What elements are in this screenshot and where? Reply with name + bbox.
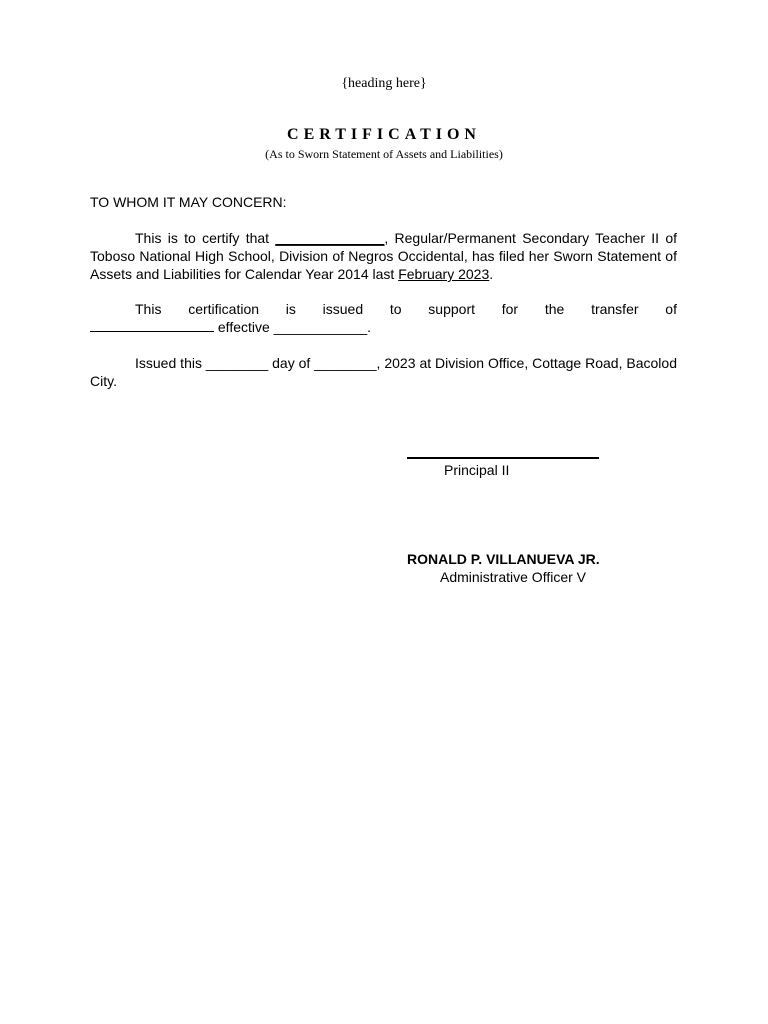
document-subtitle: (As to Sworn Statement of Assets and Liabilities) (265, 147, 503, 161)
paragraph-certify (90, 229, 677, 283)
heading-placeholder: {heading here} (341, 76, 427, 91)
purpose-line-2 (90, 318, 677, 336)
purpose-word: the (544, 301, 565, 317)
purpose-word: certification (188, 301, 260, 317)
purpose-end: . (367, 319, 371, 335)
purpose-word: is (285, 301, 296, 317)
paragraph-issued: Issued this ________ day of ________, 2023 at Division Office, Cottage Road, Bacolod City. (90, 355, 677, 389)
signatory-principal-title: Principal II (444, 462, 510, 478)
purpose-word: to (389, 301, 402, 317)
purpose-word: of (665, 301, 677, 317)
certify-body: , Regular/Permanent Secondary Teacher II of Toboso National High School, Division of Negros Occidental, has filed her Sworn Statement of Assets and Liabilities for Calendar Year 2014 last (90, 230, 677, 282)
purpose-word: support (428, 301, 475, 317)
filing-date: February 2023 (398, 266, 490, 282)
certify-intro: This is to certify that (135, 230, 276, 246)
purpose-word: This (135, 301, 162, 317)
paragraph-purpose (90, 300, 677, 336)
signatory-officer-name: RONALD P. VILLANUEVA JR. (407, 551, 600, 567)
name-blank: ______________ (275, 230, 385, 246)
purpose-word: issued (322, 301, 364, 317)
certify-end: . (489, 266, 494, 282)
purpose-mid: effective (214, 319, 274, 335)
transfer-blank (90, 319, 214, 332)
effective-blank: ____________ (273, 319, 368, 335)
purpose-word: transfer (591, 301, 639, 317)
document-title: CERTIFICATION (287, 126, 481, 143)
purpose-line-1 (90, 300, 677, 318)
salutation: TO WHOM IT MAY CONCERN: (90, 194, 287, 210)
signatory-officer-title: Administrative Officer V (440, 569, 587, 585)
signature-line (407, 457, 599, 459)
purpose-word: for (501, 301, 519, 317)
